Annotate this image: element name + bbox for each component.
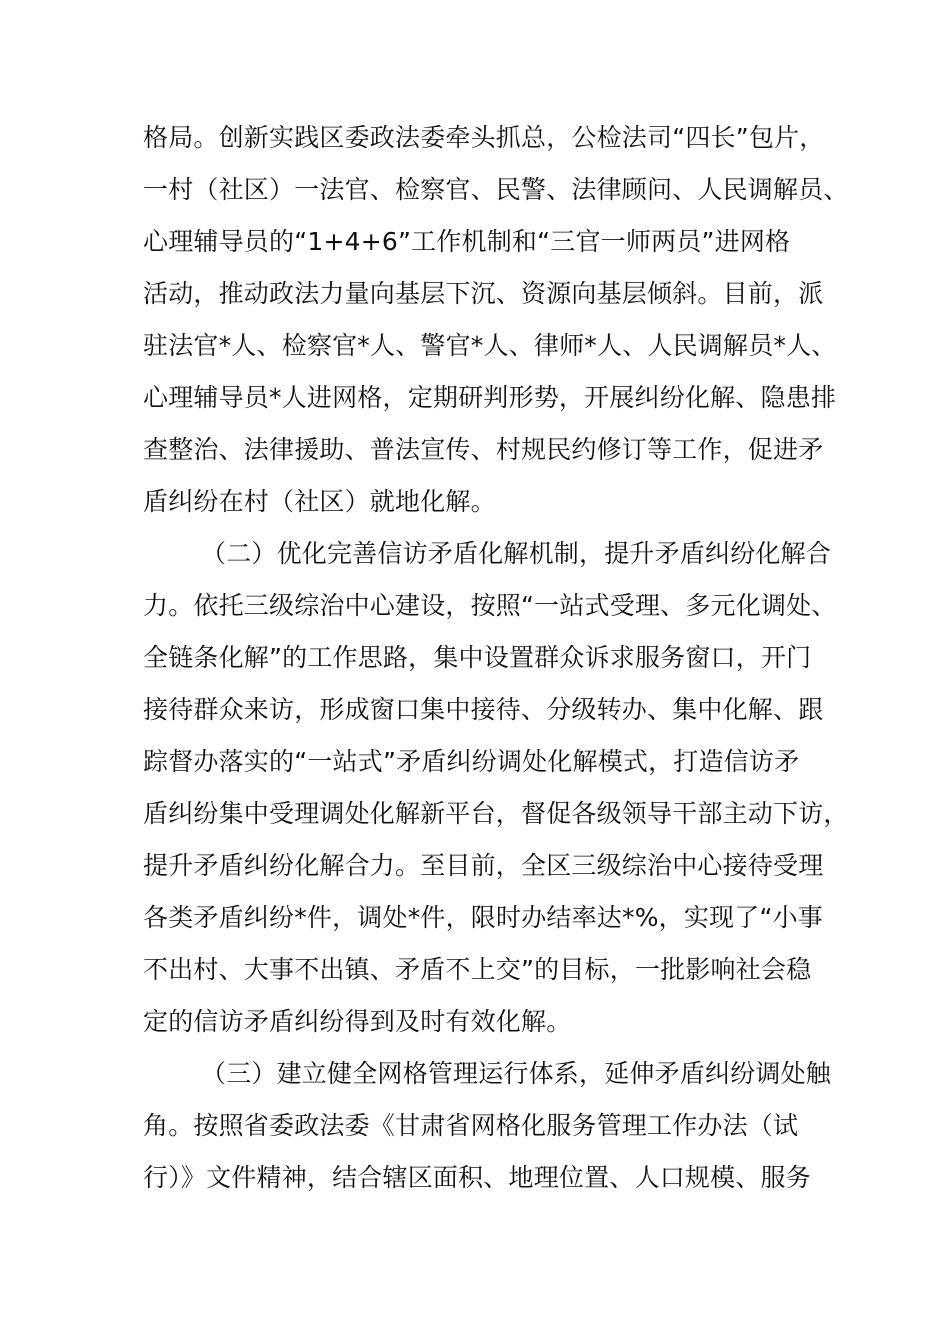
- text-line: 心理辅导员*人进网格，定期研判形势，开展纠纷化解、隐患排: [143, 383, 837, 412]
- text-line: 力。依托三级综治中心建设，按照“一站式受理、多元化调处、: [143, 591, 837, 620]
- text-line: 全链条化解”的工作思路，集中设置群众诉求服务窗口，开门: [143, 643, 812, 672]
- text-line: 踪督办落实的“一站式”矛盾纠纷调处化解模式，打造信访矛: [143, 747, 800, 776]
- text-line: 查整治、法律援助、普法宣传、村规民约修订等工作，促进矛: [143, 435, 824, 464]
- text-line: 提升矛盾纠纷化解合力。至目前，全区三级综治中心接待受理: [143, 851, 824, 880]
- text-line: 行）》文件精神，结合辖区面积、地理位置、人口规模、服务: [143, 1163, 811, 1192]
- text-line: 盾纠纷在村（社区）就地化解。: [143, 487, 496, 516]
- text-line: 角。按照省委政法委《甘肃省网格化服务管理工作办法（试: [143, 1111, 799, 1140]
- text-line: 盾纠纷集中受理调处化解新平台，督促各级领导干部主动下访，: [143, 799, 849, 828]
- text-line: 定的信访矛盾纠纷得到及时有效化解。: [143, 1007, 572, 1036]
- text-line: 一村（社区）一法官、检察官、民警、法律顾问、人民调解员、: [143, 175, 849, 204]
- text-line: 心理辅导员的“1+4+6”工作机制和“三官一师两员”进网格: [143, 227, 791, 256]
- document-body: [143, 112, 849, 1204]
- text-line: 各类矛盾纠纷*件，调处*件，限时办结率达*%，实现了“小事: [143, 903, 824, 932]
- paragraph-heading-line: （二）优化完善信访矛盾化解机制，提升矛盾纠纷化解合: [201, 539, 832, 568]
- paragraph-heading-line: （三）建立健全网格管理运行体系，延伸矛盾纠纷调处触: [201, 1059, 832, 1088]
- text-line: 不出村、大事不出镇、矛盾不上交”的目标，一批影响社会稳: [143, 955, 812, 984]
- text-line: 接待群众来访，形成窗口集中接待、分级转办、集中化解、跟: [143, 695, 824, 724]
- text-line: 活动，推动政法力量向基层下沉、资源向基层倾斜。目前，派: [143, 279, 824, 308]
- text-line: 格局。创新实践区委政法委牵头抓总，公检法司“四长”包片，: [143, 123, 825, 152]
- text-line: 驻法官*人、检察官*人、警官*人、律师*人、人民调解员*人、: [143, 331, 837, 360]
